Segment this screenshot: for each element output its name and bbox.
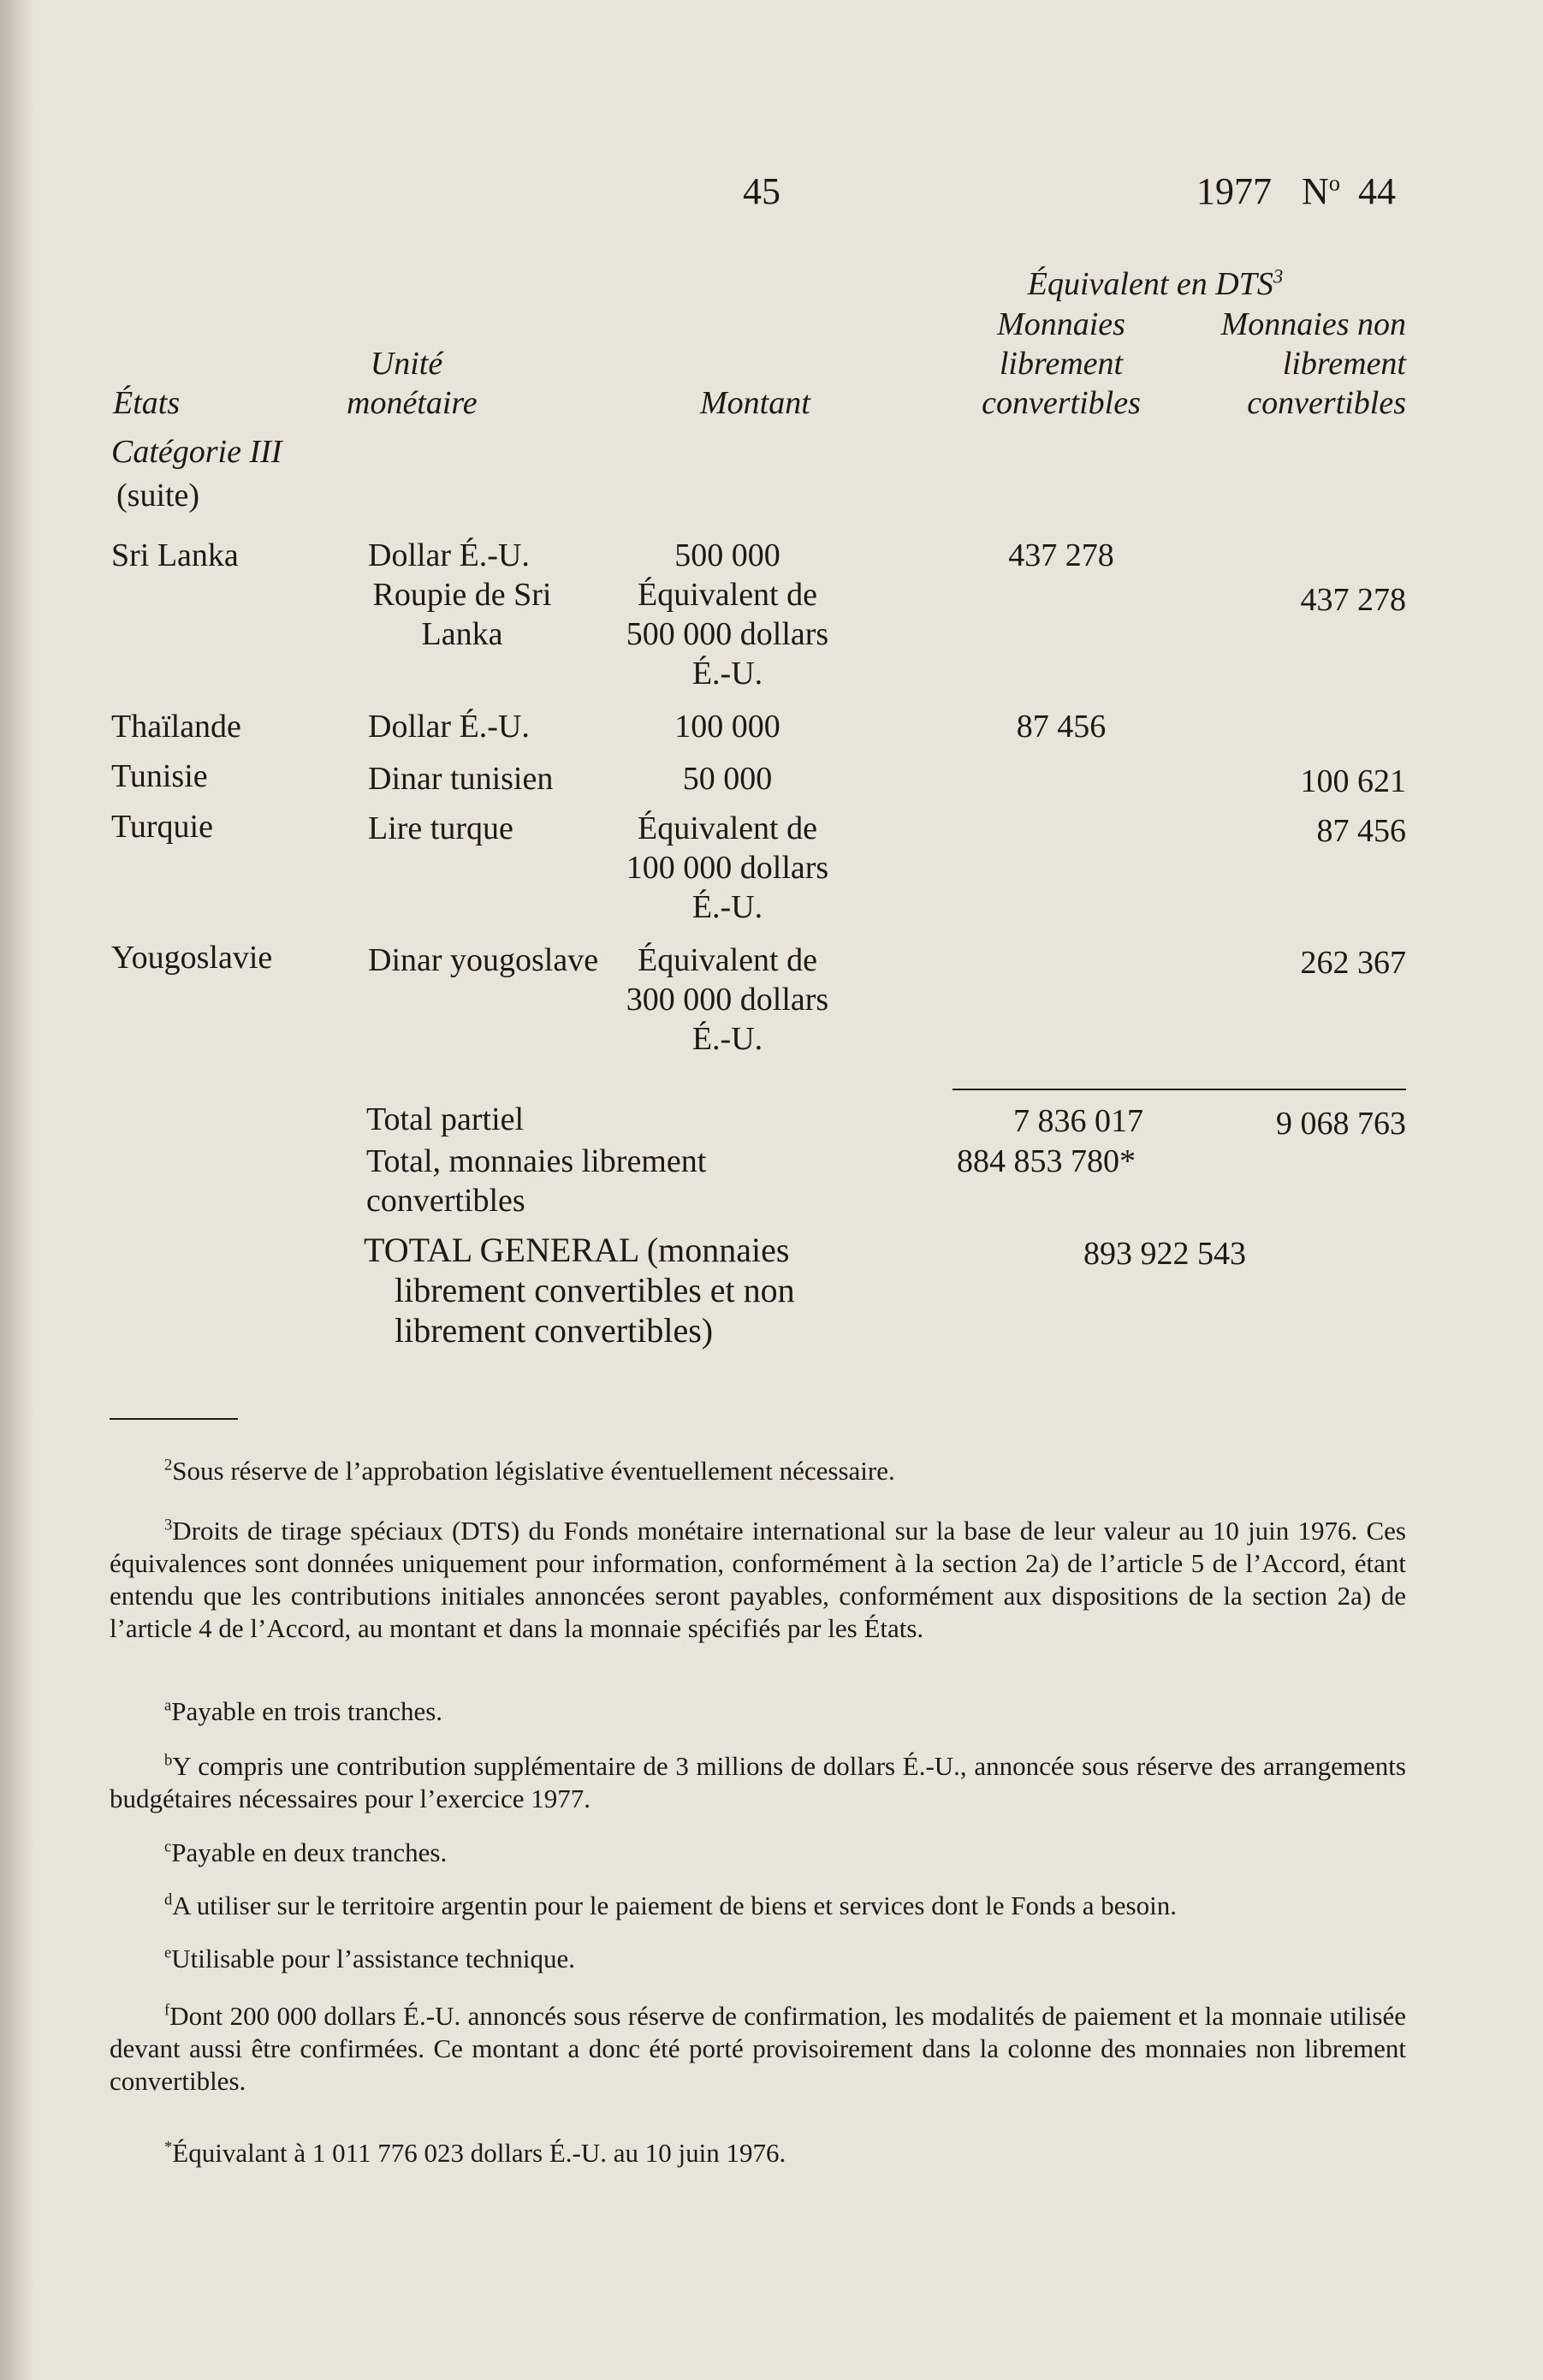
table-row-unit: Dollar É.-U. — [368, 537, 530, 573]
footnote-a — [110, 1695, 1406, 1728]
footnote-mark: c — [164, 1837, 172, 1856]
states-header: États — [113, 385, 181, 421]
amount-header: Montant — [700, 385, 810, 421]
table-row-unit: Lire turque — [368, 810, 513, 846]
page-spine-shadow — [0, 0, 34, 2380]
table-row-state: Sri Lanka — [111, 537, 239, 573]
general-total-value: 893 922 543 — [1083, 1236, 1246, 1272]
conv-total-value: 884 853 780* — [957, 1143, 1136, 1179]
footnote-text: Sous réserve de l’approbation législative éventuellement nécessaire. — [172, 1456, 895, 1486]
footnote-mark: * — [164, 2138, 173, 2157]
footnote-3 — [110, 1515, 1406, 1645]
nonconv-header-line3: convertibles — [1247, 385, 1406, 421]
table-row-conv: 437 278 — [1008, 537, 1114, 573]
table-row-nonconv: 87 456 — [1316, 813, 1406, 849]
footnote-text: Payable en deux tranches. — [171, 1837, 448, 1867]
footnote-text: Utilisable pour l’assistance technique. — [171, 1944, 576, 1973]
table-row-amount: 100 000 — [674, 709, 780, 745]
footnote-c — [110, 1837, 1406, 1869]
table-row-amount: Équivalent de 300 000 dollars É.-U. — [626, 942, 829, 1057]
footnote-separator — [110, 1418, 238, 1420]
table-row-state: Thaïlande — [111, 709, 241, 745]
partial-total-label: Total partiel — [366, 1101, 525, 1137]
partial-total-conv: 7 836 017 — [1013, 1103, 1143, 1139]
footnote-text: Payable en trois tranches. — [171, 1696, 443, 1726]
table-row-unit: Dinar tunisien — [368, 761, 554, 797]
footnote-text: A utiliser sur le territoire argentin pour le paiement de biens et services dont le Fonds a besoin. — [172, 1890, 1177, 1920]
table-row-nonconv: 100 621 — [1300, 763, 1406, 799]
footnote-text: Droits de tirage spéciaux (DTS) du Fonds monétaire international sur la base de leur valeur au 10 juin 1976. Ces équivalences sont données uniquement pour information, conformément à la section 2a) de l’article 5 de l’Accord, étant entendu que les contributions initiales annoncées seront payables, conformément aux dispositions de la section 2a) de l’article 4 de l’Accord, au montant et dans la monnaie spécifiés par les États. — [110, 1516, 1406, 1643]
conv-total-label: Total, monnaies librement convertibles — [366, 1143, 707, 1219]
nonconv-header-line2: librement — [1282, 346, 1406, 382]
footnote-2 — [110, 1455, 1406, 1487]
conv-header-line1: Monnaies — [997, 306, 1125, 342]
table-row-unit: Dinar yougoslave — [368, 942, 599, 978]
footnote-mark: e — [164, 1944, 172, 1962]
table-row-unit: Roupie de Sri Lanka — [372, 577, 552, 652]
unit-header-line1: Unité — [370, 346, 443, 382]
table-row-conv: 87 456 — [1016, 709, 1107, 745]
footnote-mark: b — [164, 1751, 173, 1770]
treaty-year: 1977 — [1196, 170, 1272, 212]
partial-total-nonconv: 9 068 763 — [1276, 1106, 1406, 1142]
dts-equivalent-header: Équivalent en DTS — [1027, 266, 1273, 302]
table-row-nonconv: 262 367 — [1300, 945, 1406, 981]
footnote-f — [110, 2000, 1406, 2098]
footnote-mark: f — [164, 2001, 170, 2020]
category-suffix: (suite) — [116, 478, 200, 513]
footnote-ref-3: 3 — [1273, 265, 1284, 288]
table-row-state: Turquie — [111, 809, 213, 845]
general-total-label: TOTAL GENERAL (monnaies librement convertibles et non librement convertibles) — [364, 1231, 795, 1350]
page-number: 45 — [743, 170, 780, 212]
table-row-amount: Équivalent de 500 000 dollars É.-U. — [626, 577, 829, 691]
unit-header-line2: monétaire — [347, 385, 478, 421]
treaty-number-label: N — [1302, 170, 1329, 212]
category-label: Catégorie III — [111, 434, 282, 470]
footnote-e — [110, 1943, 1406, 1975]
table-row-nonconv: 437 278 — [1300, 582, 1406, 618]
footnote-d — [110, 1890, 1406, 1922]
footnote-mark: d — [164, 1890, 173, 1909]
table-row-amount: 50 000 — [682, 761, 773, 797]
footnote-mark: a — [164, 1696, 172, 1715]
footnote-b — [110, 1750, 1406, 1815]
table-row-amount: 500 000 — [674, 537, 780, 573]
conv-header-line2: librement — [999, 346, 1124, 382]
footnote-text: Y compris une contribution supplémentaire de 3 millions de dollars É.-U., annoncée sous réserve des arrangements budgétaires nécessaires pour l’exercice 1977. — [110, 1751, 1406, 1813]
table-row-state: Yougoslavie — [111, 940, 273, 976]
table-row-amount: Équivalent de 100 000 dollars É.-U. — [626, 810, 829, 925]
table-row-unit: Dollar É.-U. — [368, 709, 530, 745]
footnote-text: Équivalant à 1 011 776 023 dollars É.-U. au 10 juin 1976. — [172, 2138, 786, 2168]
nonconv-header-line1: Monnaies non — [1220, 306, 1406, 342]
footnote-mark: 2 — [164, 1456, 173, 1475]
table-row-state: Tunisie — [111, 758, 208, 794]
conv-header-line3: convertibles — [982, 385, 1141, 421]
footnote-star — [110, 2137, 1406, 2169]
footnote-text: Dont 200 000 dollars É.-U. annoncés sous réserve de confirmation, les modalités de paiement et la monnaie utilisée devant aussi être confirmées. Ce montant a donc été porté provisoirement dans la colonne des monnaies non librement convertibles. — [110, 2001, 1406, 2096]
total-rule — [953, 1089, 1406, 1090]
footnote-mark: 3 — [164, 1516, 173, 1534]
column-group-header — [958, 264, 1352, 304]
treaty-number-sup: o — [1328, 169, 1340, 196]
treaty-reference — [1196, 169, 1396, 213]
treaty-number: 44 — [1357, 170, 1396, 212]
